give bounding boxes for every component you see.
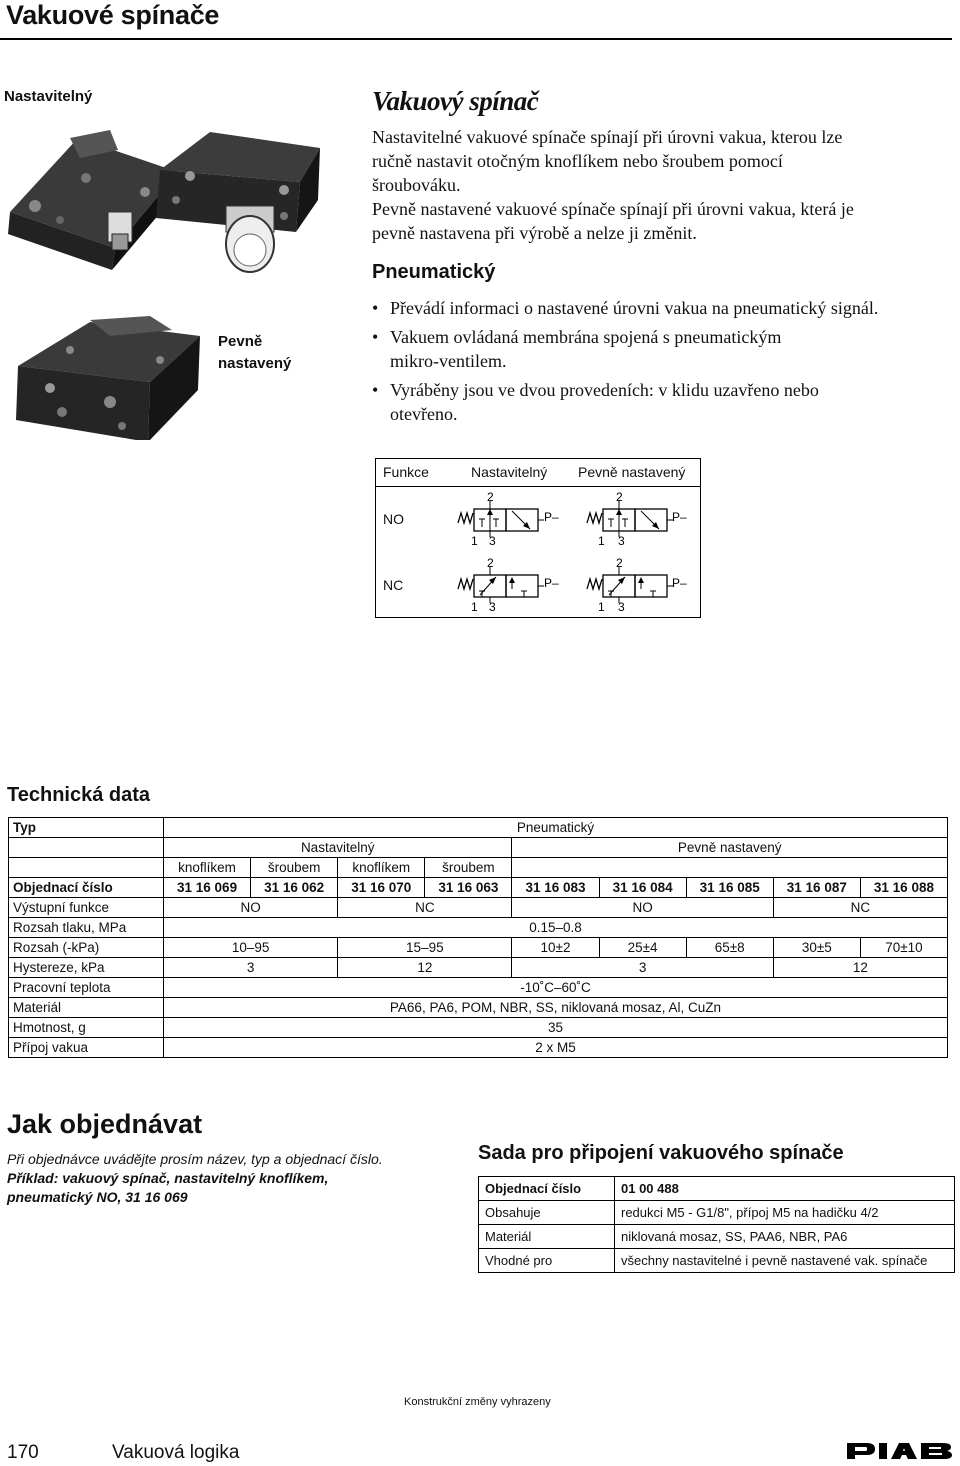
port-1-label: 1 [471, 534, 478, 548]
kit-label: Vhodné pro [479, 1249, 615, 1273]
feature-line: • Vyráběny jsou ve dvou provedeních: v klidu uzavřeno nebo [390, 380, 819, 400]
table-row [9, 858, 948, 878]
table-cell: 30±5 [773, 938, 860, 958]
order-number: 31 16 085 [686, 878, 773, 898]
feature-line: mikro-ventilem. [390, 351, 507, 371]
table-cell: 12 [338, 958, 512, 978]
valve-no-fixed-symbol [587, 490, 687, 548]
table-cell: -10˚C–60˚C [164, 978, 948, 998]
port-p-label: P– [672, 576, 687, 590]
table-row [479, 1201, 955, 1225]
port-1-label: 1 [471, 600, 478, 614]
table-row [9, 998, 948, 1018]
port-3-label: 3 [618, 534, 625, 548]
sub-header: šroubem [251, 858, 338, 878]
kit-table [478, 1176, 955, 1273]
adjustable-header: Nastavitelný [164, 838, 512, 858]
kit-label: Objednací číslo [479, 1177, 615, 1201]
blank-cell [9, 858, 164, 878]
table-row [9, 938, 948, 958]
port-p-label: P– [544, 576, 559, 590]
kit-title: Sada pro připojení vakuového spínače [478, 1142, 844, 1164]
table-row [9, 1038, 948, 1058]
kit-label: Materiál [479, 1225, 615, 1249]
table-cell: 2 x M5 [164, 1038, 948, 1058]
table-cell: 3 [512, 958, 773, 978]
kit-label: Obsahuje [479, 1201, 615, 1225]
blank-cell [512, 858, 948, 878]
order-number: 31 16 083 [512, 878, 599, 898]
product-para-1 [372, 125, 957, 197]
port-3-label: 3 [618, 600, 625, 614]
order-number: 31 16 062 [251, 878, 338, 898]
table-cell: 70±10 [860, 938, 947, 958]
order-title: Jak objednávat [7, 1109, 203, 1139]
row-label: Hmotnost, g [9, 1018, 164, 1038]
para2-line: pevně nastavena při výrobě a nelze ji změnit. [372, 223, 697, 243]
table-cell: 15–95 [338, 938, 512, 958]
row-label: Hystereze, kPa [9, 958, 164, 978]
port-1-label: 1 [598, 534, 605, 548]
piab-logo [845, 1441, 955, 1466]
table-row [479, 1225, 955, 1249]
order-number: 31 16 087 [773, 878, 860, 898]
symbol-row-nc: NC [383, 577, 404, 593]
port-2-label: 2 [487, 556, 494, 570]
row-label: Materiál [9, 998, 164, 1018]
feature-list [372, 296, 957, 426]
table-row [9, 898, 948, 918]
port-3-label: 3 [489, 534, 496, 548]
title-rule [0, 38, 952, 40]
row-label: Rozsah (-kPa) [9, 938, 164, 958]
table-cell: 3 [164, 958, 338, 978]
order-number: 31 16 088 [860, 878, 947, 898]
valve-symbols [376, 459, 700, 617]
table-cell: PA66, PA6, POM, NBR, SS, niklovaná mosaz, Al, CuZn [164, 998, 948, 1018]
adjustable-label: Nastavitelný [4, 88, 93, 105]
port-3-label: 3 [489, 600, 496, 614]
footer-section: Vakuová logika [112, 1442, 240, 1463]
table-cell: 65±8 [686, 938, 773, 958]
port-p-label: P– [544, 510, 559, 524]
fixed-label-line2: nastavený [218, 355, 292, 372]
row-label: Přípoj vakua [9, 1038, 164, 1058]
pneumatic-subtitle: Pneumatický [372, 261, 496, 283]
port-1-label: 1 [598, 600, 605, 614]
symbol-header-fixed: Pevně nastavený [578, 464, 686, 480]
product-title: Vakuový spínač [372, 86, 539, 116]
table-cell: 12 [773, 958, 947, 978]
footer-note: Konstrukční změny vyhrazeny [404, 1396, 551, 1408]
page-title: Vakuové spínače [6, 0, 220, 30]
para1-line: ručně nastavit otočným knoflíkem nebo šroubem pomocí [372, 151, 783, 171]
kit-value: redukci M5 - G1/8", přípoj M5 na hadičku 4/2 [615, 1201, 955, 1225]
order-example-line: pneumatický NO, 31 16 069 [7, 1189, 188, 1205]
table-row [479, 1249, 955, 1273]
valve-no-adjustable-symbol [458, 490, 559, 548]
port-p-label: P– [672, 510, 687, 524]
kit-value: 01 00 488 [615, 1177, 955, 1201]
table-row [9, 918, 948, 938]
order-number-row [9, 878, 948, 898]
port-2-label: 2 [616, 490, 623, 504]
symbol-header-function: Funkce [383, 464, 429, 480]
port-2-label: 2 [616, 556, 623, 570]
table-cell: 35 [164, 1018, 948, 1038]
adjustable-switch-screw-photo [156, 132, 320, 272]
valve-nc-fixed-symbol [587, 556, 687, 614]
table-cell: 25±4 [599, 938, 686, 958]
fixed-header: Pevně nastavený [512, 838, 948, 858]
sub-header: knoflíkem [164, 858, 251, 878]
table-cell: 10±2 [512, 938, 599, 958]
valve-nc-adjustable-symbol [458, 556, 559, 614]
type-header: Typ [9, 818, 164, 838]
feature-item [372, 378, 957, 426]
fixed-switch-photo [16, 316, 200, 440]
table-cell: NC [338, 898, 512, 918]
row-label: Rozsah tlaku, MPa [9, 918, 164, 938]
symbol-header-adjustable: Nastavitelný [471, 464, 548, 480]
table-cell: 10–95 [164, 938, 338, 958]
kit-value: všechny nastavitelné i pevně nastavené vak. spínače [615, 1249, 955, 1273]
blank-cell [9, 838, 164, 858]
tech-data-table [8, 817, 948, 1058]
tech-data-title: Technická data [7, 784, 151, 806]
feature-item [372, 325, 957, 373]
para1-line: Nastavitelné vakuové spínače spínají při úrovni vakua, kterou lze [372, 127, 843, 147]
kit-value: niklovaná mosaz, SS, PAA6, NBR, PA6 [615, 1225, 955, 1249]
product-photos [0, 120, 340, 440]
table-row [9, 958, 948, 978]
table-cell: 0.15–0.8 [164, 918, 948, 938]
table-row [479, 1177, 955, 1201]
table-row [9, 838, 948, 858]
sub-header: knoflíkem [338, 858, 425, 878]
order-instructions [7, 1150, 383, 1207]
table-cell: NC [773, 898, 947, 918]
sub-header: šroubem [425, 858, 512, 878]
symbol-row-no: NO [383, 511, 404, 527]
table-cell: NO [164, 898, 338, 918]
feature-line: • Vakuem ovládaná membrána spojená s pneumatickým [390, 327, 782, 347]
feature-item [372, 296, 957, 320]
product-para-2 [372, 197, 957, 245]
port-2-label: 2 [487, 490, 494, 504]
product-section [372, 86, 957, 431]
order-line: Při objednávce uvádějte prosím název, typ a objednací číslo. [7, 1151, 383, 1167]
symbol-table [375, 458, 701, 618]
para1-line: šroubováku. [372, 175, 461, 195]
order-number: 31 16 070 [338, 878, 425, 898]
table-row [9, 978, 948, 998]
table-row [9, 818, 948, 838]
para2-line: Pevně nastavené vakuové spínače spínají při úrovni vakua, která je [372, 199, 854, 219]
feature-line: • Převádí informaci o nastavené úrovni vakua na pneumatický signál. [390, 298, 879, 318]
order-number: 31 16 084 [599, 878, 686, 898]
fixed-label-line1: Pevně [218, 333, 263, 350]
order-number: 31 16 063 [425, 878, 512, 898]
page-number: 170 [7, 1442, 39, 1463]
piab-logo-mark [845, 1441, 955, 1461]
table-cell: NO [512, 898, 773, 918]
order-number: 31 16 069 [164, 878, 251, 898]
order-example-line: Příklad: vakuový spínač, nastavitelný knoflíkem, [7, 1170, 329, 1186]
pneumatic-header: Pneumatický [164, 818, 948, 838]
feature-line: otevřeno. [390, 404, 458, 424]
row-label: Výstupní funkce [9, 898, 164, 918]
table-row [9, 1018, 948, 1038]
row-label: Objednací číslo [9, 878, 164, 898]
adjustable-switch-knob-photo [8, 130, 178, 270]
row-label: Pracovní teplota [9, 978, 164, 998]
